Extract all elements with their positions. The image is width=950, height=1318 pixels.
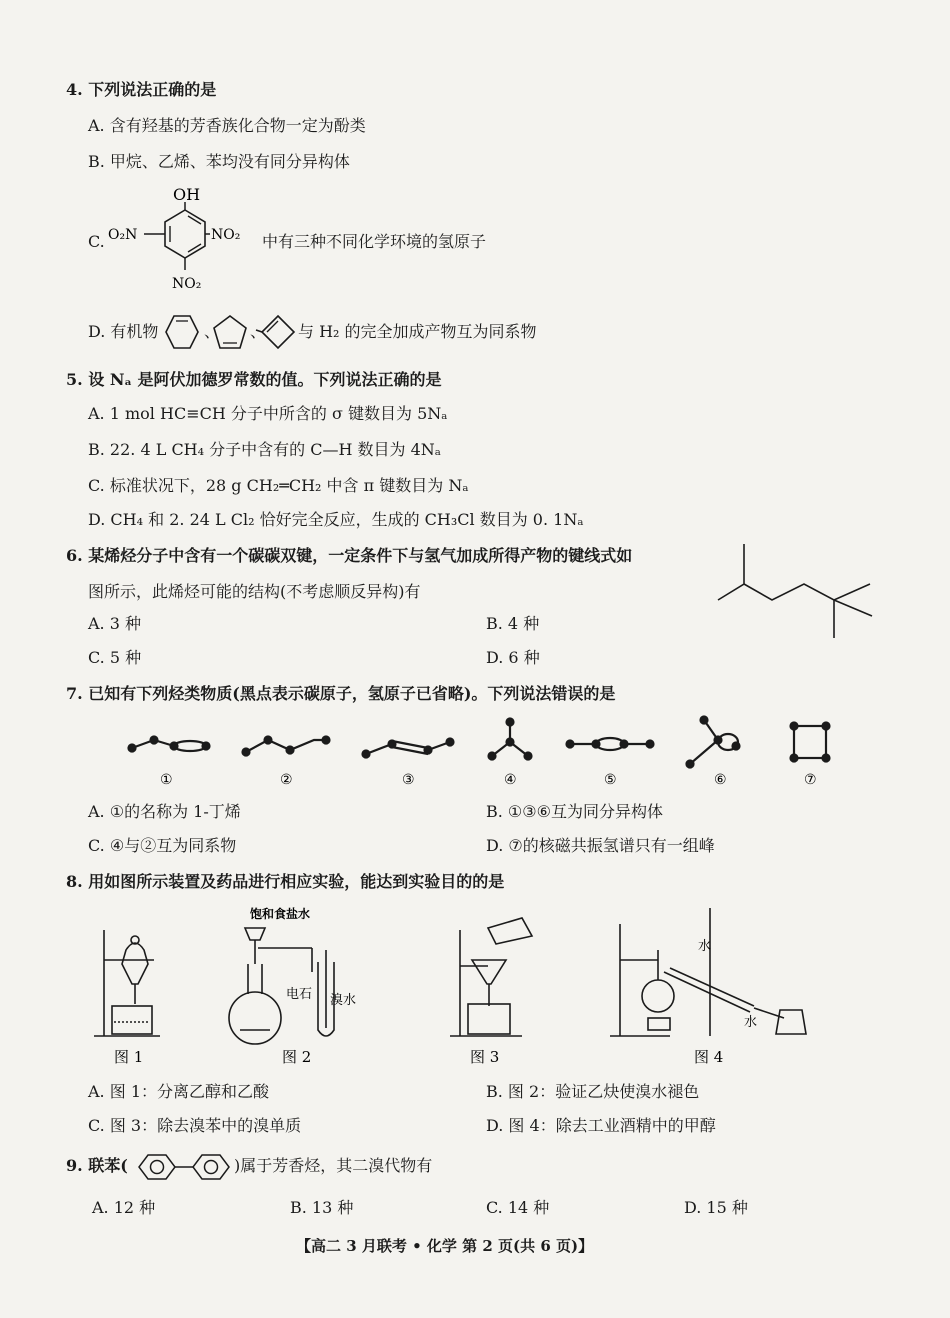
skeletal-formula <box>712 540 882 646</box>
q6-stem-line2: 图所示，此烯烃可能的结构(不考虑顺反异构)有 <box>88 582 421 601</box>
q9-stem-prefix: 9. 联苯( <box>66 1156 128 1175</box>
model-label-3: ③ <box>402 772 415 788</box>
model-label-2: ② <box>280 772 293 788</box>
q7-stem: 7. 已知有下列烃类物质(黑点表示碳原子，氢原子已省略)。下列说法错误的是 <box>66 684 616 703</box>
q5-option-c: C. 标准状况下，28 g CH₂═CH₂ 中含 π 键数目为 Nₐ <box>88 476 469 495</box>
q9-option-a: A. 12 种 <box>92 1198 156 1217</box>
fig2-caption: 图 2 <box>282 1048 312 1066</box>
fig1-caption: 图 1 <box>114 1048 144 1066</box>
hydroxyl-label: OH <box>173 185 201 204</box>
q6-option-d: D. 6 种 <box>486 648 540 667</box>
fig4-water-out-label: 水 <box>744 1015 758 1030</box>
q9-option-b: B. 13 种 <box>290 1198 354 1217</box>
q5-option-b: B. 22. 4 L CH₄ 分子中含有的 C—H 数目为 4Nₐ <box>88 440 441 459</box>
model-label-5: ⑤ <box>604 772 617 788</box>
fig4-water-in-label: 水 <box>698 939 712 954</box>
acetylene-generator-setup <box>229 928 334 1044</box>
nitro-left-label: O₂N <box>108 227 138 243</box>
separatory-funnel-setup <box>94 930 160 1036</box>
filtration-setup <box>450 918 532 1036</box>
biphenyl-structure <box>138 1150 234 1184</box>
q8-option-c: C. 图 3：除去溴苯中的溴单质 <box>88 1116 302 1135</box>
cyclic-molecules <box>160 312 300 354</box>
trinitrophenol-structure <box>100 184 260 300</box>
ball-and-stick-models <box>120 712 840 792</box>
page-footer: 【高二 3 月联考 • 化学 第 2 页(共 6 页)】 <box>296 1237 594 1255</box>
methylenecyclobutene-shape <box>262 316 294 348</box>
model-label-7: ⑦ <box>804 772 817 788</box>
fig3-caption: 图 3 <box>470 1048 500 1066</box>
nitro-right-label: NO₂ <box>211 227 241 243</box>
q9-option-c: C. 14 种 <box>486 1198 550 1217</box>
q4-option-d-text: 与 H₂ 的完全加成产物互为同系物 <box>298 322 537 341</box>
fig2-carbide-label: 电石 <box>286 987 313 1002</box>
q7-option-c: C. ④与②互为同系物 <box>88 836 237 855</box>
fig4-caption: 图 4 <box>694 1048 724 1066</box>
distillation-setup <box>610 908 806 1036</box>
model-label-1: ① <box>160 772 173 788</box>
q8-option-d: D. 图 4：除去工业酒精中的甲醇 <box>486 1116 716 1135</box>
q4-option-a: A. 含有羟基的芳香族化合物一定为酚类 <box>88 116 366 135</box>
fig2-bromine-water-label: 溴水 <box>330 993 357 1008</box>
model-label-6: ⑥ <box>714 772 727 788</box>
fig2-saltwater-label: 饱和食盐水 <box>250 907 311 921</box>
q6-option-b: B. 4 种 <box>486 614 540 633</box>
q9-stem-suffix: )属于芳香烃，其二溴代物有 <box>234 1156 433 1175</box>
q4-option-c-label: C. <box>88 232 105 251</box>
q4-option-b: B. 甲烷、乙烯、苯均没有同分异构体 <box>88 152 350 171</box>
q4-stem: 4. 下列说法正确的是 <box>66 80 217 99</box>
model-label-4: ④ <box>504 772 517 788</box>
q9-option-d: D. 15 种 <box>684 1198 748 1217</box>
nitro-bottom-label: NO₂ <box>172 276 202 292</box>
q5-option-d: D. CH₄ 和 2. 24 L Cl₂ 恰好完全反应，生成的 CH₃Cl 数目为 0. 1Nₐ <box>88 510 584 529</box>
lab-apparatus-figures <box>90 900 820 1070</box>
q4-option-d-label: D. 有机物 <box>88 322 159 341</box>
q6-option-a: A. 3 种 <box>88 614 141 633</box>
q7-option-d: D. ⑦的核磁共振氢谱只有一组峰 <box>486 836 715 855</box>
q5-option-a: A. 1 mol HC≡CH 分子中所含的 σ 键数目为 5Nₐ <box>88 404 448 423</box>
q5-stem: 5. 设 Nₐ 是阿伏加德罗常数的值。下列说法正确的是 <box>66 370 442 389</box>
q6-option-c: C. 5 种 <box>88 648 142 667</box>
q4-option-c-text: 中有三种不同化学环境的氢原子 <box>262 232 487 251</box>
q4-option-d-sep2: 、 <box>250 322 267 341</box>
q7-option-b: B. ①③⑥互为同分异构体 <box>486 802 663 821</box>
q4-option-d-sep1: 、 <box>204 322 221 341</box>
q6-stem-line1: 6. 某烯烃分子中含有一个碳碳双键，一定条件下与氢气加成所得产物的键线式如 <box>66 546 633 565</box>
q8-option-a: A. 图 1：分离乙醇和乙酸 <box>88 1082 269 1101</box>
q7-option-a: A. ①的名称为 1-丁烯 <box>88 802 241 821</box>
q8-option-b: B. 图 2：验证乙炔使溴水褪色 <box>486 1082 700 1101</box>
q8-stem: 8. 用如图所示装置及药品进行相应实验，能达到实验目的的是 <box>66 872 505 891</box>
